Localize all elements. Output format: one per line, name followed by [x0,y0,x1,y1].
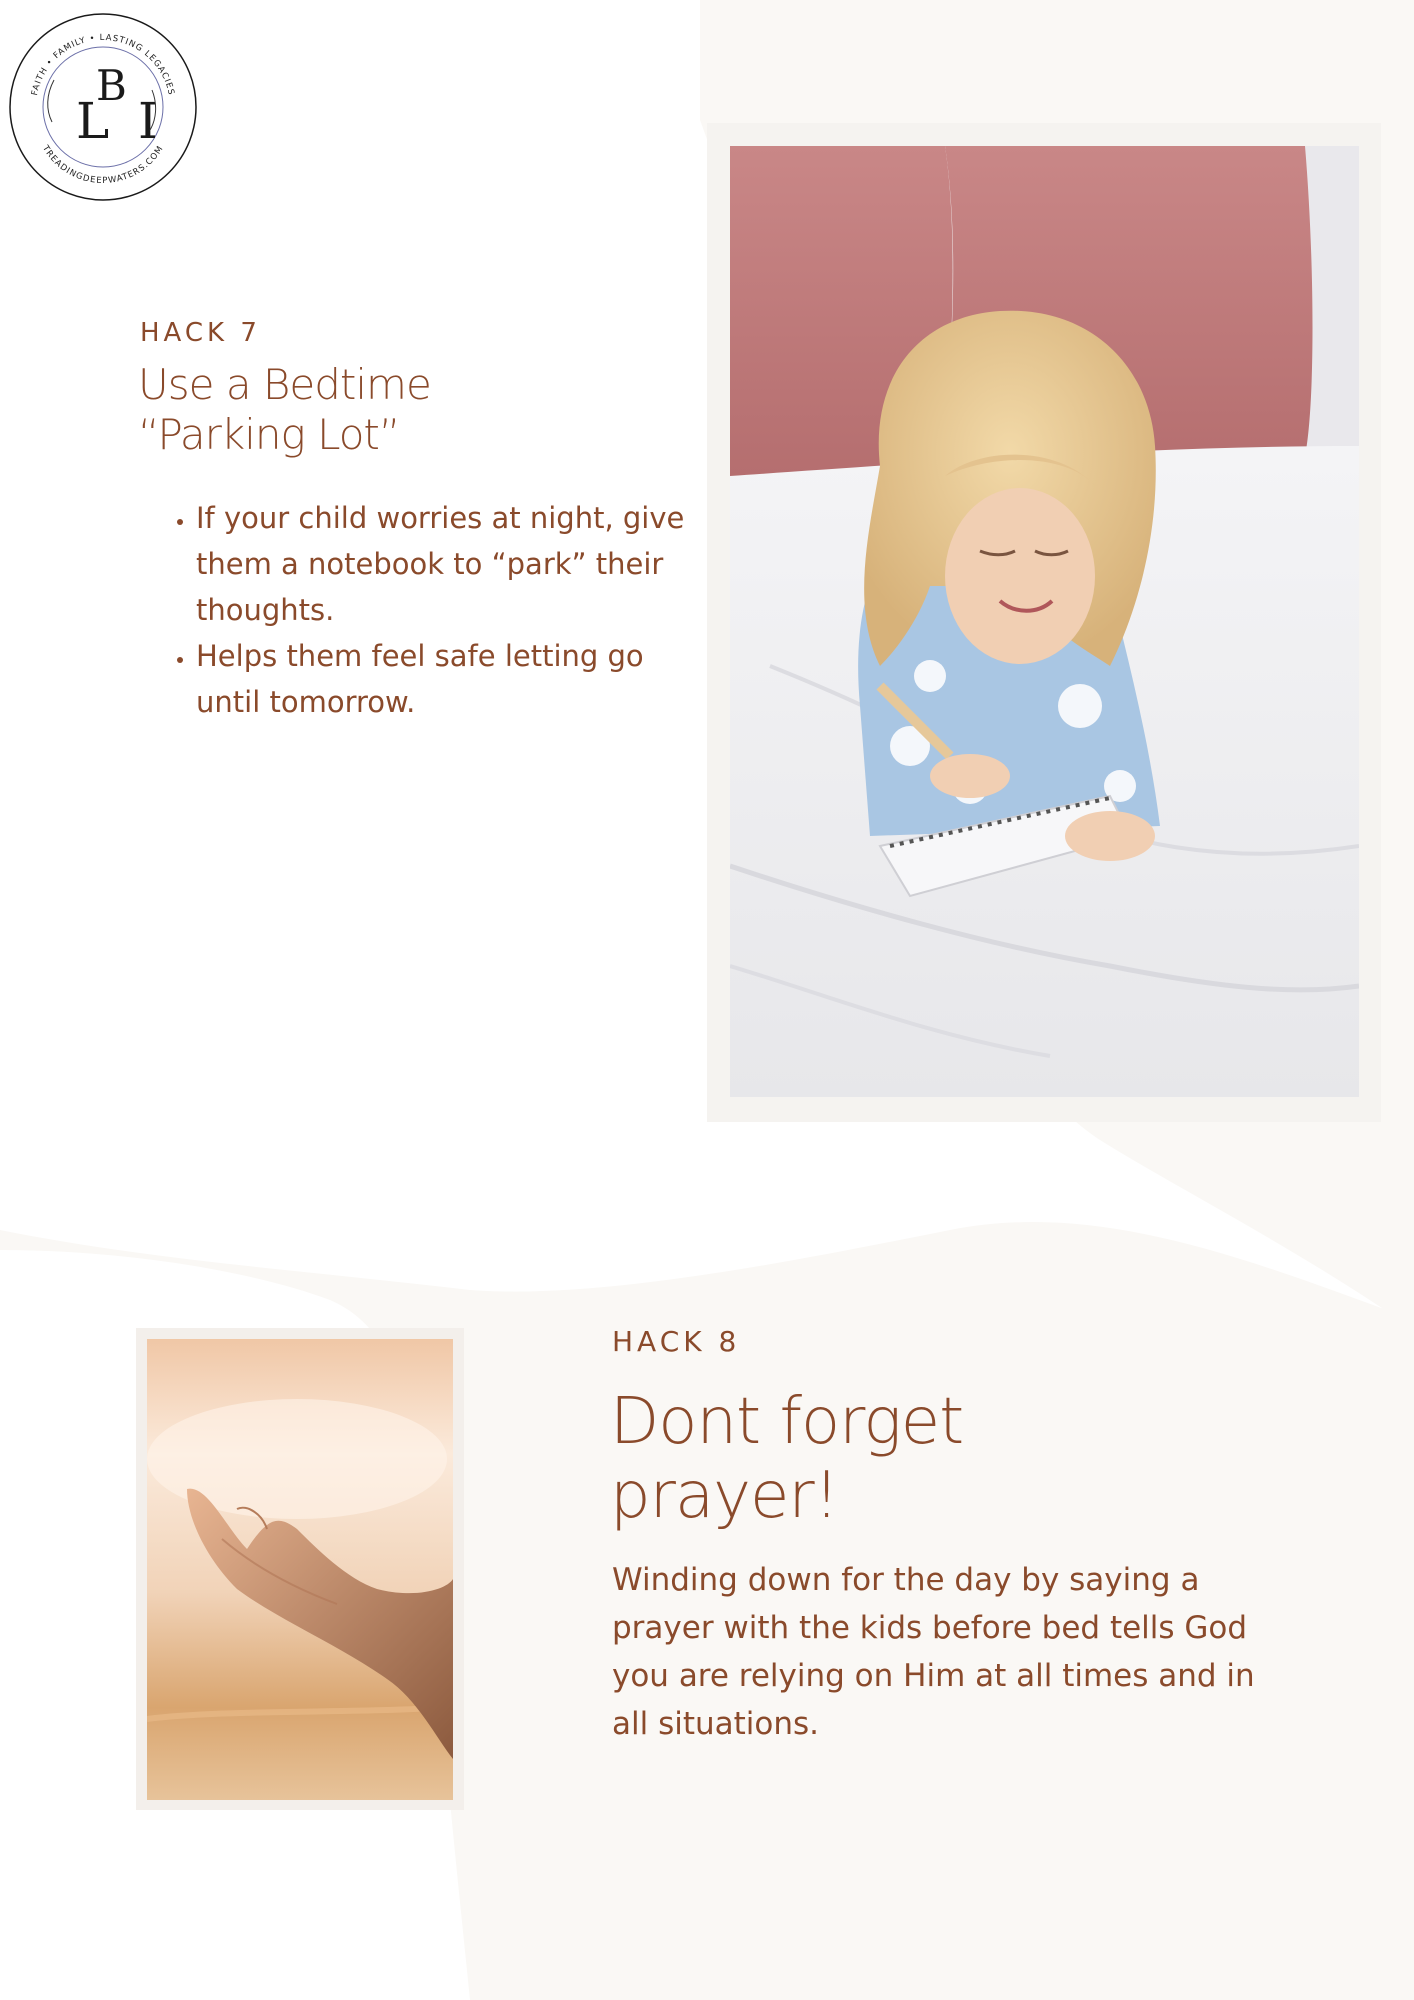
hack7-title-line1: Use a Bedtime [138,360,431,409]
hack8-kicker: HACK 8 [612,1325,741,1358]
hack8-title [610,1385,1030,1533]
open-hand-photo [147,1339,453,1800]
hack8-title-line2: prayer! [610,1459,839,1533]
list-item: • If your child worries at night, give them a notebook to “park” their thoughts. [196,495,686,633]
hack7-title [138,360,538,460]
logo-letter-i: I [138,92,158,150]
list-item: • Helps them feel safe letting go until tomorrow. [196,633,686,725]
logo-letter-l: L [76,92,110,150]
logo-ring-text-bottom: TREADINGDEEPWATERS.COM [40,143,166,187]
hack8-body: Winding down for the day by saying a prayer with the kids before bed tells God you are relying on Him at all times and in all situations. [612,1562,1255,1742]
child-writing-photo [730,146,1359,1097]
hack7-title-line2: “Parking Lot” [138,410,400,459]
hack7-kicker: HACK 7 [140,318,261,348]
logo-letter-b: B [96,61,127,110]
logo [6,10,200,204]
logo-ring-text-top: FAITH • FAMILY • LASTING LEGACIES [30,33,176,97]
hack8-title-line1: Dont forget [610,1385,964,1459]
hack7-bullet-list [162,495,686,725]
